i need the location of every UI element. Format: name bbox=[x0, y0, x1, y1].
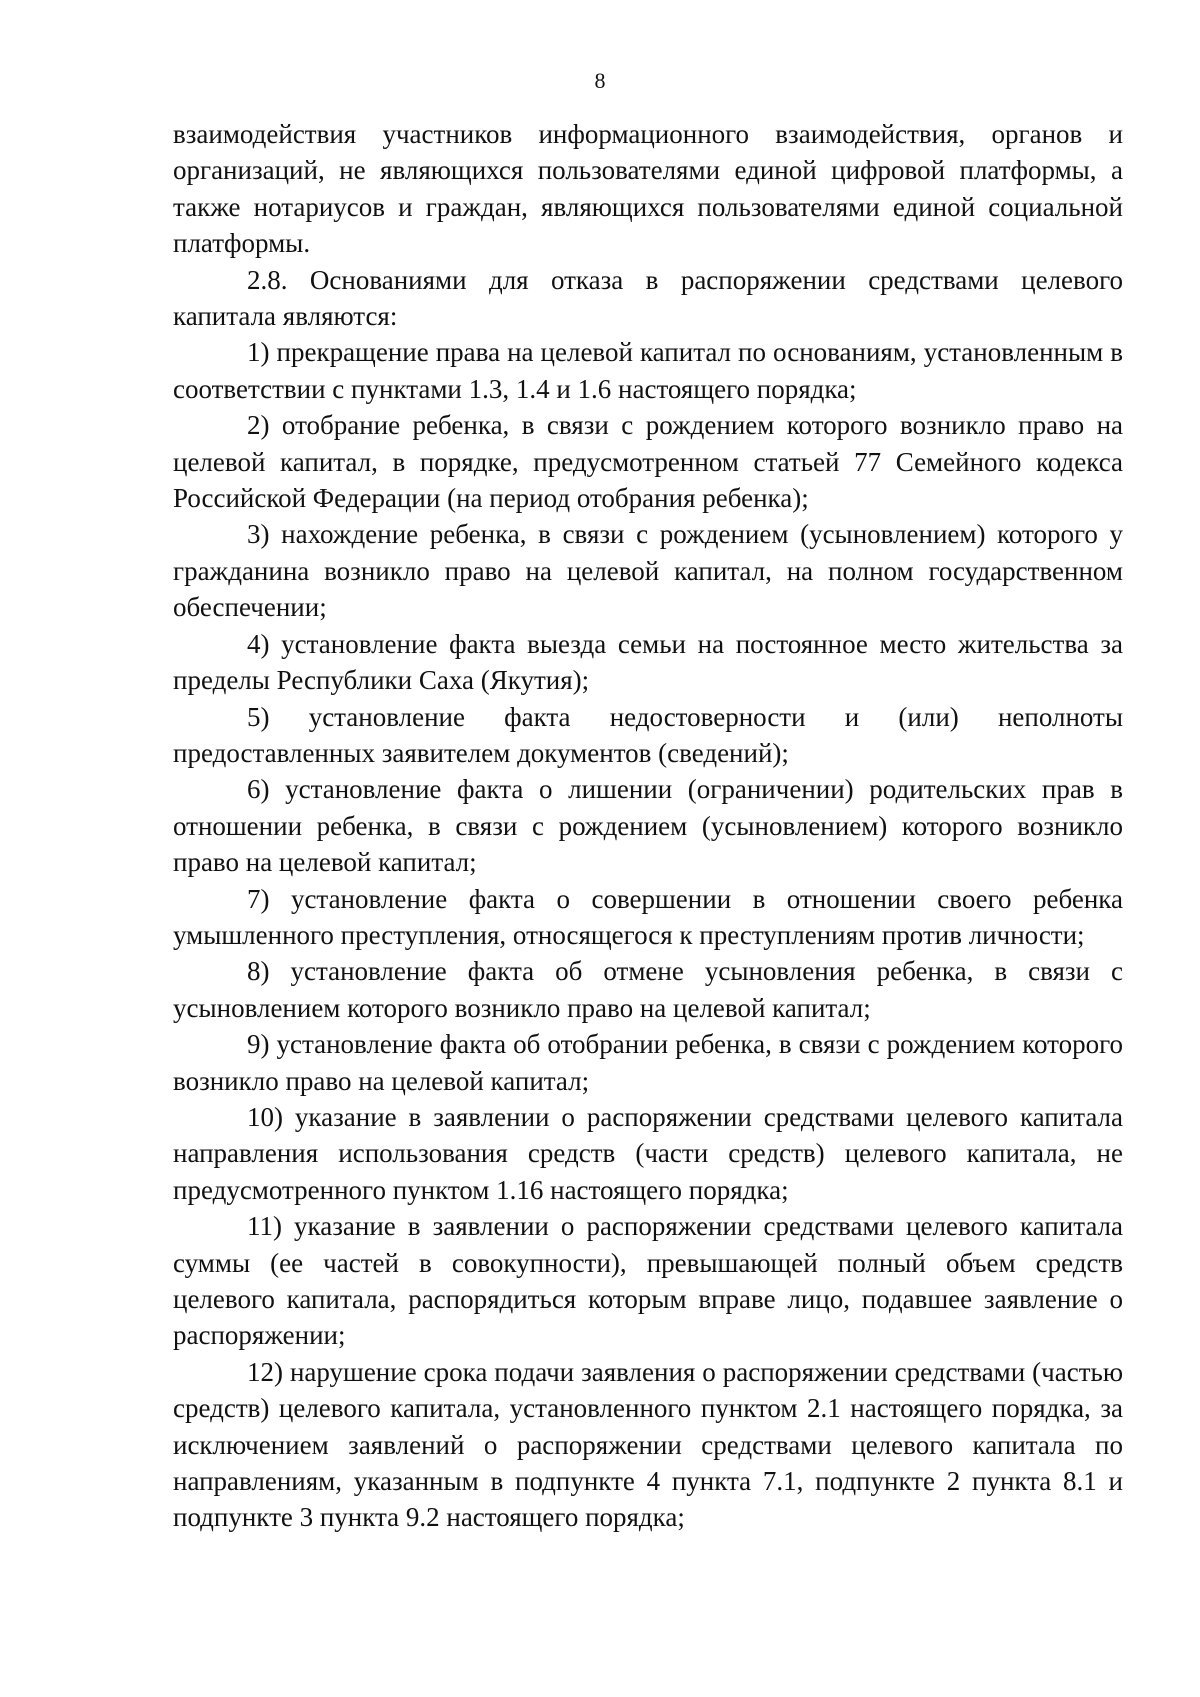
paragraph: 2.8. Основаниями для отказа в распоряжении средствами целевого капитала являются: bbox=[173, 264, 1123, 332]
paragraph: 5) установление факта недостоверности и (или) неполноты предоставленных заявителем документов (сведений); bbox=[173, 701, 1123, 768]
paragraph: 4) установление факта выезда семьи на постоянное место жительства за пределы Республики Саха (Якутия); bbox=[173, 628, 1123, 696]
paragraph: 2) отобрание ребенка, в связи с рождением которого возникло право на целевой капитал, в порядке, предусмотренном статьей 77 Семейного кодекса Российской Федерации (на период отобрания ребенка); bbox=[173, 410, 1123, 514]
paragraph: 10) указание в заявлении о распоряжении средствами целевого капитала направления использования средств (части средств) целевого капитала, не предусмотренного пунктом 1.16 настоящего порядка; bbox=[173, 1101, 1123, 1205]
paragraph: 1) прекращение права на целевой капитал по основаниям, установленным в соответствии с пунктами 1.3, 1.4 и 1.6 настоящего порядка; bbox=[173, 337, 1123, 404]
page-number: 8 bbox=[594, 68, 606, 93]
paragraph: 6) установление факта о лишении (ограничении) родительских прав в отношении ребенка, в связи с рождением (усыновлением) которого возникло право на целевой капитал; bbox=[173, 774, 1123, 878]
paragraph: 8) установление факта об отмене усыновления ребенка, в связи с усыновлением которого возникло право на целевой капитал; bbox=[173, 956, 1123, 1023]
paragraph: 3) нахождение ребенка, в связи с рождением (усыновлением) которого у гражданина возникло право на целевой капитал, на полном государственном обеспечении; bbox=[173, 519, 1123, 623]
paragraph: 11) указание в заявлении о распоряжении средствами целевого капитала суммы (ее частей в совокупности), превышающей полный объем средств целевого капитала, распорядиться которым вправе лицо, подавшее заявление о распоряжении; bbox=[173, 1211, 1123, 1351]
document-body bbox=[173, 116, 1123, 1536]
paragraph: 9) установление факта об отобрании ребенка, в связи с рождением которого возникло право на целевой капитал; bbox=[173, 1029, 1123, 1096]
paragraph: 12) нарушение срока подачи заявления о распоряжении средствами (частью средств) целевого капитала, установленного пунктом 2.1 настоящего порядка, за исключением заявлений о распоряжении средствами целевого капитала по направлениям, указанным в подпункте 4 пункта 7.1, подпункте 2 пункта 8.1 и подпункте 3 пункта 9.2 настоящего порядка; bbox=[173, 1356, 1123, 1533]
continued-paragraph: взаимодействия участников информационного взаимодействия, органов и организаций, не являющихся пользователями единой цифровой платформы, а также нотариусов и граждан, являющихся пользователями единой социальной платформы. bbox=[173, 119, 1123, 259]
paragraph: 7) установление факта о совершении в отношении своего ребенка умышленного преступления, относящегося к преступлениям против личности; bbox=[173, 883, 1123, 950]
